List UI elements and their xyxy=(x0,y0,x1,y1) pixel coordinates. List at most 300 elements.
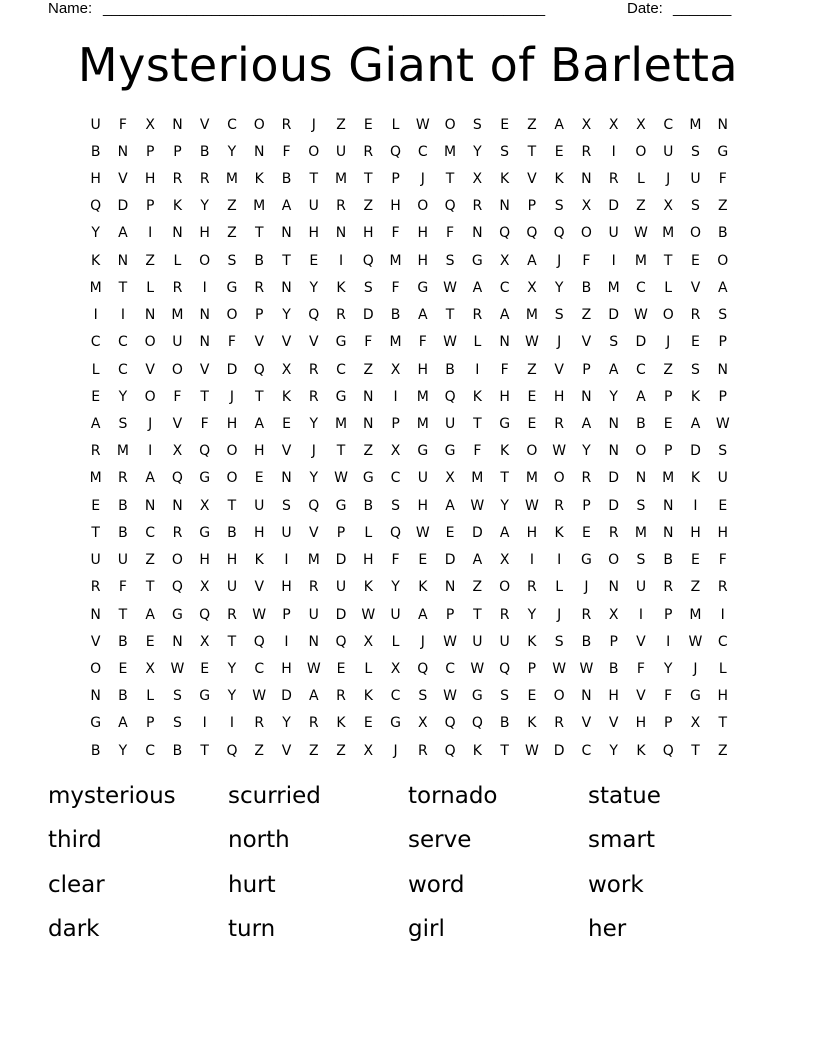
grid-letter: H xyxy=(226,416,238,433)
grid-letter: N xyxy=(363,416,374,433)
word-list-item: word xyxy=(408,871,465,898)
grid-letter: F xyxy=(118,116,127,133)
grid-letter: L xyxy=(391,116,400,133)
grid-letter: N xyxy=(581,388,592,405)
grid-letter: K xyxy=(690,470,701,487)
grid-letter: Z xyxy=(363,361,374,378)
grid-letter: W xyxy=(634,225,648,242)
grid-letter: P xyxy=(145,143,155,160)
grid-letter: E xyxy=(363,715,373,732)
grid-letter: V xyxy=(199,361,210,378)
grid-letter: M xyxy=(416,388,429,405)
grid-letter: P xyxy=(445,606,455,623)
grid-letter: Y xyxy=(609,742,618,759)
grid-letter: K xyxy=(527,715,537,732)
grid-letter: K xyxy=(336,715,346,732)
word-list xyxy=(48,778,768,955)
grid-letter: Q xyxy=(417,660,429,677)
grid-letter: I xyxy=(393,388,398,405)
grid-letter: N xyxy=(199,334,210,351)
grid-letter: F xyxy=(473,443,482,460)
grid-letter: R xyxy=(363,143,374,160)
grid-letter: C xyxy=(336,361,346,378)
grid-letter: R xyxy=(227,606,237,623)
grid-letter: N xyxy=(308,633,319,650)
grid-letter: X xyxy=(172,443,183,460)
grid-letter: Q xyxy=(662,742,674,759)
letter-grid xyxy=(82,111,738,764)
grid-row xyxy=(82,492,738,519)
grid-letter: M xyxy=(334,171,348,188)
grid-letter: V xyxy=(254,334,265,351)
grid-letter: Q xyxy=(199,606,211,623)
grid-letter: R xyxy=(336,688,346,705)
grid-letter: U xyxy=(226,579,238,596)
grid-letter: J xyxy=(584,579,589,596)
grid-letter: K xyxy=(254,552,264,569)
grid-letter: E xyxy=(691,252,700,269)
grid-letter: U xyxy=(308,606,319,623)
grid-letter: Y xyxy=(227,660,237,677)
grid-letter: N xyxy=(281,470,292,487)
grid-letter: D xyxy=(635,334,647,351)
grid-letter: A xyxy=(418,606,428,623)
grid-letter: C xyxy=(499,279,510,296)
grid-letter: T xyxy=(200,388,209,405)
grid-letter: L xyxy=(146,279,155,296)
grid-letter: J xyxy=(666,171,671,188)
grid-letter: B xyxy=(118,524,128,541)
grid-letter: Y xyxy=(500,497,509,514)
grid-row xyxy=(82,383,738,410)
grid-letter: W xyxy=(415,524,430,541)
grid-letter: B xyxy=(118,497,128,514)
grid-letter: S xyxy=(500,143,510,160)
grid-letter: X xyxy=(445,470,455,487)
grid-letter: Z xyxy=(336,742,346,759)
grid-letter: D xyxy=(690,443,701,460)
grid-letter: T xyxy=(500,742,509,759)
grid-letter: R xyxy=(499,606,510,623)
grid-letter: X xyxy=(390,361,401,378)
grid-letter: N xyxy=(117,252,129,269)
grid-letter: F xyxy=(582,252,591,269)
word-list-item: her xyxy=(588,915,627,942)
grid-letter: W xyxy=(634,307,648,324)
grid-letter: B xyxy=(199,143,210,160)
grid-letter: N xyxy=(581,171,592,188)
grid-letter: S xyxy=(718,443,728,460)
grid-letter: B xyxy=(254,252,265,269)
grid-letter: Z xyxy=(527,361,537,378)
grid-letter: R xyxy=(90,443,101,460)
grid-letter: P xyxy=(391,171,400,188)
grid-letter: U xyxy=(663,143,674,160)
grid-letter: H xyxy=(90,171,101,188)
date-line: _______ xyxy=(673,0,732,17)
grid-letter: M xyxy=(389,252,402,269)
grid-letter: K xyxy=(527,633,537,650)
grid-letter: R xyxy=(690,307,701,324)
word-list-item: serve xyxy=(408,827,472,854)
grid-row xyxy=(82,547,738,574)
grid-letter: I xyxy=(720,606,725,623)
grid-letter: R xyxy=(336,307,346,324)
grid-letter: F xyxy=(200,416,209,433)
grid-letter: M xyxy=(662,470,675,487)
grid-letter: D xyxy=(608,470,620,487)
grid-letter: F xyxy=(391,279,400,296)
grid-letter: N xyxy=(199,307,210,324)
word-list-item: dark xyxy=(48,915,100,942)
grid-letter: O xyxy=(417,198,429,215)
grid-letter: H xyxy=(690,524,701,541)
grid-letter: P xyxy=(663,606,673,623)
grid-row xyxy=(82,274,738,301)
grid-letter: Z xyxy=(636,198,646,215)
grid-letter: B xyxy=(363,497,374,514)
grid-letter: B xyxy=(118,633,128,650)
grid-letter: W xyxy=(552,660,567,677)
grid-letter: T xyxy=(309,171,319,188)
grid-letter: W xyxy=(170,660,185,677)
grid-letter: X xyxy=(145,116,155,133)
grid-letter: Z xyxy=(145,252,155,269)
grid-letter: C xyxy=(254,660,265,677)
grid-letter: U xyxy=(172,334,183,351)
grid-letter: Y xyxy=(582,443,591,460)
grid-letter: L xyxy=(391,633,400,650)
grid-letter: C xyxy=(227,116,237,133)
grid-letter: Q xyxy=(444,715,456,732)
grid-letter: H xyxy=(199,552,210,569)
grid-letter: E xyxy=(254,470,264,487)
grid-letter: H xyxy=(144,171,156,188)
grid-letter: E xyxy=(118,660,128,677)
grid-letter: N xyxy=(608,416,619,433)
grid-letter: M xyxy=(634,524,647,541)
grid-letter: K xyxy=(91,252,101,269)
grid-letter: Q xyxy=(171,579,183,596)
grid-letter: S xyxy=(418,688,428,705)
grid-letter: I xyxy=(666,633,671,650)
grid-letter: E xyxy=(418,552,428,569)
grid-letter: N xyxy=(117,143,129,160)
grid-letter: A xyxy=(499,307,510,324)
grid-letter: S xyxy=(391,497,400,514)
grid-letter: W xyxy=(334,470,348,487)
grid-row xyxy=(82,329,738,356)
grid-letter: V xyxy=(690,279,701,296)
grid-letter: S xyxy=(554,633,564,650)
grid-letter: G xyxy=(390,715,401,732)
grid-letter: H xyxy=(526,524,538,541)
grid-letter: R xyxy=(608,171,619,188)
grid-letter: Y xyxy=(227,143,237,160)
grid-letter: H xyxy=(390,198,401,215)
grid-letter: J xyxy=(557,252,562,269)
grid-letter: Y xyxy=(118,388,128,405)
grid-letter: Q xyxy=(171,470,183,487)
grid-letter: L xyxy=(91,361,100,378)
grid-letter: I xyxy=(148,443,153,460)
grid-letter: Q xyxy=(499,225,511,242)
grid-letter: I xyxy=(284,633,289,650)
grid-letter: V xyxy=(145,361,155,378)
grid-letter: K xyxy=(254,171,264,188)
grid-letter: O xyxy=(144,334,156,351)
word-list-item: girl xyxy=(408,915,445,942)
grid-letter: T xyxy=(473,606,482,623)
grid-letter: V xyxy=(281,443,292,460)
grid-letter: J xyxy=(693,660,698,677)
grid-letter: Z xyxy=(472,579,483,596)
grid-row xyxy=(82,410,738,437)
grid-letter: C xyxy=(390,470,401,487)
grid-letter: N xyxy=(499,334,510,351)
grid-letter: V xyxy=(281,334,292,351)
grid-letter: G xyxy=(417,279,429,296)
page-title: Mysterious Giant of Barletta xyxy=(77,38,739,92)
grid-letter: K xyxy=(472,742,482,759)
grid-letter: G xyxy=(717,143,729,160)
grid-letter: J xyxy=(420,633,425,650)
grid-letter: F xyxy=(173,388,182,405)
grid-letter: Y xyxy=(309,279,319,296)
grid-letter: P xyxy=(145,198,155,215)
grid-letter: F xyxy=(718,552,727,569)
grid-letter: Q xyxy=(444,198,456,215)
grid-letter: D xyxy=(362,307,374,324)
grid-letter: U xyxy=(390,606,401,623)
grid-letter: A xyxy=(118,225,128,242)
grid-letter: T xyxy=(691,742,700,759)
grid-letter: T xyxy=(718,715,728,732)
grid-letter: Y xyxy=(554,279,564,296)
grid-row xyxy=(82,247,738,274)
grid-letter: R xyxy=(336,198,346,215)
grid-letter: H xyxy=(417,497,429,514)
grid-letter: X xyxy=(199,633,210,650)
grid-letter: Q xyxy=(335,633,347,650)
grid-letter: R xyxy=(554,416,565,433)
grid-letter: S xyxy=(282,497,291,514)
grid-letter: Q xyxy=(253,633,265,650)
grid-letter: O xyxy=(308,143,320,160)
grid-letter: S xyxy=(227,252,237,269)
grid-letter: Y xyxy=(663,660,673,677)
grid-letter: G xyxy=(444,443,456,460)
grid-letter: V xyxy=(172,416,183,433)
grid-letter: J xyxy=(557,334,562,351)
grid-letter: U xyxy=(717,470,728,487)
grid-letter: D xyxy=(444,552,456,569)
grid-letter: A xyxy=(636,388,646,405)
grid-letter: Q xyxy=(226,742,238,759)
grid-letter: V xyxy=(90,633,101,650)
grid-row xyxy=(82,220,738,247)
grid-letter: R xyxy=(254,279,265,296)
grid-letter: P xyxy=(718,388,727,405)
grid-letter: Z xyxy=(527,116,537,133)
grid-letter: O xyxy=(689,225,701,242)
grid-letter: R xyxy=(527,579,537,596)
grid-letter: I xyxy=(557,552,562,569)
grid-letter: E xyxy=(663,416,673,433)
grid-letter: Z xyxy=(145,552,155,569)
grid-letter: V xyxy=(199,116,210,133)
grid-letter: L xyxy=(473,334,482,351)
grid-row xyxy=(82,519,738,546)
grid-letter: Q xyxy=(253,361,265,378)
grid-letter: R xyxy=(581,470,592,487)
grid-letter: M xyxy=(444,143,457,160)
grid-letter: L xyxy=(637,171,645,188)
grid-letter: C xyxy=(118,361,128,378)
header xyxy=(48,0,748,20)
grid-letter: M xyxy=(689,116,702,133)
grid-row xyxy=(82,111,738,138)
grid-letter: O xyxy=(635,143,647,160)
grid-letter: Q xyxy=(526,225,538,242)
grid-letter: I xyxy=(529,552,534,569)
grid-letter: S xyxy=(172,688,182,705)
grid-letter: E xyxy=(200,660,210,677)
grid-letter: N xyxy=(662,524,674,541)
grid-letter: Z xyxy=(690,579,701,596)
grid-letter: Z xyxy=(581,307,592,324)
grid-letter: X xyxy=(390,660,401,677)
grid-row xyxy=(82,356,738,383)
grid-letter: O xyxy=(253,116,265,133)
grid-letter: U xyxy=(635,579,647,596)
word-list-item: hurt xyxy=(228,871,276,898)
grid-letter: P xyxy=(663,715,673,732)
grid-letter: K xyxy=(281,388,292,405)
grid-letter: C xyxy=(636,279,646,296)
grid-letter: N xyxy=(608,443,619,460)
grid-letter: V xyxy=(581,334,592,351)
grid-letter: R xyxy=(417,742,428,759)
grid-letter: R xyxy=(472,307,483,324)
grid-letter: S xyxy=(554,198,564,215)
grid-letter: I xyxy=(638,606,644,623)
grid-letter: F xyxy=(446,225,455,242)
grid-letter: B xyxy=(281,171,292,188)
grid-letter: O xyxy=(171,361,183,378)
grid-letter: Z xyxy=(363,443,374,460)
grid-letter: S xyxy=(554,307,564,324)
grid-letter: B xyxy=(581,279,592,296)
grid-letter: U xyxy=(90,116,101,133)
grid-letter: K xyxy=(554,524,564,541)
grid-letter: I xyxy=(611,143,616,160)
grid-letter: Y xyxy=(200,198,209,215)
grid-letter: W xyxy=(552,443,567,460)
word-list-item: mysterious xyxy=(48,783,176,809)
grid-letter: X xyxy=(390,443,401,460)
grid-letter: E xyxy=(91,497,101,514)
grid-letter: P xyxy=(145,715,155,732)
grid-letter: E xyxy=(91,388,101,405)
grid-letter: W xyxy=(470,660,485,677)
grid-letter: O xyxy=(444,116,456,133)
grid-letter: J xyxy=(666,334,671,351)
grid-letter: C xyxy=(636,361,646,378)
grid-letter: B xyxy=(172,742,183,759)
grid-letter: N xyxy=(172,497,183,514)
grid-letter: F xyxy=(500,361,509,378)
grid-letter: P xyxy=(582,497,591,514)
grid-letter: W xyxy=(524,334,539,351)
grid-letter: N xyxy=(717,361,728,378)
grid-letter: K xyxy=(363,579,373,596)
grid-letter: H xyxy=(717,688,728,705)
grid-letter: M xyxy=(689,606,702,623)
grid-letter: Y xyxy=(227,688,237,705)
grid-letter: R xyxy=(90,579,101,596)
grid-letter: S xyxy=(691,361,700,378)
grid-letter: K xyxy=(500,443,510,460)
grid-letter: E xyxy=(718,497,728,514)
grid-letter: U xyxy=(608,225,619,242)
grid-letter: K xyxy=(336,279,346,296)
grid-letter: T xyxy=(227,497,237,514)
grid-letter: A xyxy=(581,416,592,433)
grid-letter: T xyxy=(145,579,155,596)
grid-letter: C xyxy=(445,660,455,677)
grid-letter: A xyxy=(445,497,455,514)
grid-letter: Y xyxy=(118,742,128,759)
grid-letter: X xyxy=(690,715,701,732)
grid-row xyxy=(82,465,738,492)
grid-letter: Z xyxy=(336,116,346,133)
grid-letter: A xyxy=(472,552,483,569)
grid-letter: P xyxy=(391,416,400,433)
grid-letter: U xyxy=(444,416,456,433)
grid-letter: T xyxy=(445,171,455,188)
grid-letter: N xyxy=(172,116,183,133)
grid-letter: Z xyxy=(663,361,673,378)
grid-letter: Z xyxy=(717,198,728,215)
grid-letter: R xyxy=(281,116,292,133)
grid-letter: X xyxy=(499,552,510,569)
grid-letter: H xyxy=(417,361,429,378)
grid-letter: Q xyxy=(444,742,456,759)
grid-letter: X xyxy=(199,497,210,514)
grid-letter: V xyxy=(608,715,619,732)
grid-letter: V xyxy=(281,742,292,759)
grid-letter: L xyxy=(364,660,373,677)
grid-letter: P xyxy=(255,307,264,324)
grid-letter: C xyxy=(417,143,428,160)
grid-letter: S xyxy=(118,416,128,433)
grid-letter: V xyxy=(308,334,319,351)
grid-letter: R xyxy=(254,715,265,732)
grid-letter: L xyxy=(555,579,564,596)
grid-letter: V xyxy=(554,361,564,378)
grid-letter: Q xyxy=(308,307,320,324)
word-list-item: statue xyxy=(588,783,661,809)
grid-letter: J xyxy=(420,171,425,188)
grid-letter: F xyxy=(718,171,727,188)
word-list-item: third xyxy=(48,827,102,854)
grid-letter: R xyxy=(554,715,565,732)
grid-letter: J xyxy=(311,443,316,460)
grid-letter: B xyxy=(118,688,128,705)
grid-letter: N xyxy=(172,633,183,650)
grid-letter: B xyxy=(390,307,401,324)
